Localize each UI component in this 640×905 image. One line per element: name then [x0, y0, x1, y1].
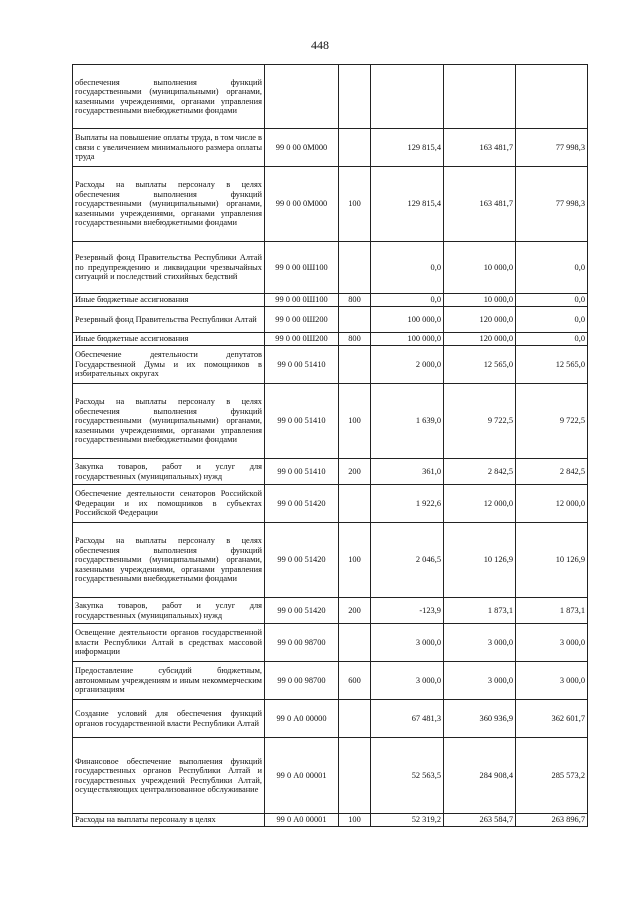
row-expense-type	[339, 485, 371, 523]
row-name: Расходы на выплаты персоналу в целях обеспечения выполнения функций государственными (муниципальными) органами, казенными учреждениями, органами управления государственными внебюджетными фондами	[73, 167, 265, 242]
row-code: 99 0 А0 00001	[265, 738, 339, 814]
row-name: обеспечения выполнения функций государственными (муниципальными) органами, казенными учреждениями, органами управления государственными внебюджетными фондами	[73, 65, 265, 129]
row-expense-type: 100	[339, 167, 371, 242]
row-name: Расходы на выплаты персоналу в целях обеспечения выполнения функций государственными (муниципальными) органами, казенными учреждениями, органами управления государственными внебюджетными фондами	[73, 384, 265, 459]
row-expense-type	[339, 129, 371, 167]
row-code: 99 0 00 51420	[265, 523, 339, 598]
row-code: 99 0 А0 00000	[265, 700, 339, 738]
table-row	[73, 294, 588, 307]
row-value-3: 0,0	[516, 242, 588, 294]
table-row	[73, 598, 588, 624]
row-value-2: 1 873,1	[444, 598, 516, 624]
row-value-3: 0,0	[516, 333, 588, 346]
row-expense-type	[339, 346, 371, 384]
page-number: 448	[311, 38, 329, 52]
row-name: Обеспечение деятельности депутатов Государственной Думы и их помощников в избирательных округах	[73, 346, 265, 384]
table-row	[73, 167, 588, 242]
row-value-3: 12 000,0	[516, 485, 588, 523]
row-value-3: 0,0	[516, 307, 588, 333]
row-value-2: 284 908,4	[444, 738, 516, 814]
table-row	[73, 384, 588, 459]
row-name: Создание условий для обеспечения функций органов государственной власти Республики Алтай	[73, 700, 265, 738]
row-value-2: 360 936,9	[444, 700, 516, 738]
row-expense-type: 800	[339, 333, 371, 346]
table-row	[73, 738, 588, 814]
row-expense-type: 200	[339, 598, 371, 624]
row-value-2: 10 000,0	[444, 294, 516, 307]
row-value-1: -123,9	[371, 598, 444, 624]
row-value-1: 0,0	[371, 242, 444, 294]
row-expense-type	[339, 307, 371, 333]
row-code: 99 0 00 0М000	[265, 167, 339, 242]
table-row	[73, 700, 588, 738]
table-row	[73, 485, 588, 523]
row-expense-type: 100	[339, 523, 371, 598]
row-value-1: 1 922,6	[371, 485, 444, 523]
row-name: Освещение деятельности органов государственной власти Республики Алтай в средствах массовой информации	[73, 624, 265, 662]
row-name: Предоставление субсидий бюджетным, автономным учреждениям и иным некоммерческим организациям	[73, 662, 265, 700]
row-value-2: 3 000,0	[444, 624, 516, 662]
row-name: Резервный фонд Правительства Республики Алтай по предупреждению и ликвидации чрезвычайных ситуаций и последствий стихийных бедствий	[73, 242, 265, 294]
row-name: Резервный фонд Правительства Республики Алтай	[73, 307, 265, 333]
row-name: Закупка товаров, работ и услуг для государственных (муниципальных) нужд	[73, 459, 265, 485]
row-code: 99 0 А0 00001	[265, 814, 339, 827]
table-row	[73, 459, 588, 485]
row-expense-type	[339, 738, 371, 814]
row-code: 99 0 00 51410	[265, 384, 339, 459]
row-value-3: 10 126,9	[516, 523, 588, 598]
row-value-1: 52 563,5	[371, 738, 444, 814]
row-code: 99 0 00 0Ш200	[265, 307, 339, 333]
row-value-3: 9 722,5	[516, 384, 588, 459]
row-value-3: 12 565,0	[516, 346, 588, 384]
row-expense-type: 100	[339, 384, 371, 459]
row-value-2: 163 481,7	[444, 129, 516, 167]
table-row	[73, 662, 588, 700]
row-expense-type: 200	[339, 459, 371, 485]
row-value-2: 12 000,0	[444, 485, 516, 523]
table-row	[73, 814, 588, 827]
row-expense-type	[339, 65, 371, 129]
row-expense-type: 600	[339, 662, 371, 700]
row-code	[265, 65, 339, 129]
row-value-3: 1 873,1	[516, 598, 588, 624]
row-name: Расходы на выплаты персоналу в целях обеспечения выполнения функций государственными (муниципальными) органами, казенными учреждениями, органами управления государственными внебюджетными фондами	[73, 523, 265, 598]
row-value-3: 3 000,0	[516, 624, 588, 662]
row-value-1: 52 319,2	[371, 814, 444, 827]
table-row	[73, 346, 588, 384]
row-value-1: 3 000,0	[371, 662, 444, 700]
row-value-1: 67 481,3	[371, 700, 444, 738]
row-code: 99 0 00 51420	[265, 485, 339, 523]
row-value-1: 100 000,0	[371, 333, 444, 346]
row-value-2	[444, 65, 516, 129]
row-code: 99 0 00 98700	[265, 662, 339, 700]
row-value-1: 1 639,0	[371, 384, 444, 459]
row-code: 99 0 00 51410	[265, 459, 339, 485]
row-value-1: 100 000,0	[371, 307, 444, 333]
row-expense-type	[339, 700, 371, 738]
row-code: 99 0 00 98700	[265, 624, 339, 662]
row-name: Иные бюджетные ассигнования	[73, 333, 265, 346]
budget-table	[72, 64, 588, 827]
table-row	[73, 523, 588, 598]
row-value-3: 3 000,0	[516, 662, 588, 700]
row-value-2: 120 000,0	[444, 307, 516, 333]
row-name: Обеспечение деятельности сенаторов Российской Федерации и их помощников в субъектах Российской Федерации	[73, 485, 265, 523]
row-value-1: 3 000,0	[371, 624, 444, 662]
row-code: 99 0 00 51410	[265, 346, 339, 384]
row-name: Выплаты на повышение оплаты труда, в том числе в связи с увеличением минимального размера оплаты труда	[73, 129, 265, 167]
row-value-3	[516, 65, 588, 129]
row-value-3: 2 842,5	[516, 459, 588, 485]
row-value-1	[371, 65, 444, 129]
row-name: Закупка товаров, работ и услуг для государственных (муниципальных) нужд	[73, 598, 265, 624]
row-code: 99 0 00 0М000	[265, 129, 339, 167]
row-value-2: 2 842,5	[444, 459, 516, 485]
row-expense-type	[339, 624, 371, 662]
row-value-3: 77 998,3	[516, 129, 588, 167]
row-value-2: 120 000,0	[444, 333, 516, 346]
table-row	[73, 624, 588, 662]
row-value-3: 362 601,7	[516, 700, 588, 738]
row-name: Расходы на выплаты персоналу в целях	[73, 814, 265, 827]
table-row	[73, 333, 588, 346]
row-value-3: 263 896,7	[516, 814, 588, 827]
row-name: Финансовое обеспечение выполнения функций государственных органов Республики Алтай и государственных учреждений Республики Алтай, осуществляющих централизованное обслуживание	[73, 738, 265, 814]
row-code: 99 0 00 51420	[265, 598, 339, 624]
row-value-2: 12 565,0	[444, 346, 516, 384]
row-value-3: 77 998,3	[516, 167, 588, 242]
row-value-2: 10 126,9	[444, 523, 516, 598]
row-name: Иные бюджетные ассигнования	[73, 294, 265, 307]
row-value-1: 2 046,5	[371, 523, 444, 598]
table-row	[73, 129, 588, 167]
row-value-1: 129 815,4	[371, 129, 444, 167]
row-expense-type: 100	[339, 814, 371, 827]
row-value-3: 0,0	[516, 294, 588, 307]
row-value-1: 361,0	[371, 459, 444, 485]
table-row	[73, 65, 588, 129]
row-expense-type: 800	[339, 294, 371, 307]
row-value-2: 10 000,0	[444, 242, 516, 294]
row-value-1: 2 000,0	[371, 346, 444, 384]
row-code: 99 0 00 0Ш200	[265, 333, 339, 346]
row-value-2: 9 722,5	[444, 384, 516, 459]
row-value-2: 263 584,7	[444, 814, 516, 827]
row-value-2: 163 481,7	[444, 167, 516, 242]
table-row	[73, 242, 588, 294]
row-value-3: 285 573,2	[516, 738, 588, 814]
row-code: 99 0 00 0Ш100	[265, 294, 339, 307]
row-value-2: 3 000,0	[444, 662, 516, 700]
row-value-1: 0,0	[371, 294, 444, 307]
table-row	[73, 307, 588, 333]
row-expense-type	[339, 242, 371, 294]
row-code: 99 0 00 0Ш100	[265, 242, 339, 294]
row-value-1: 129 815,4	[371, 167, 444, 242]
